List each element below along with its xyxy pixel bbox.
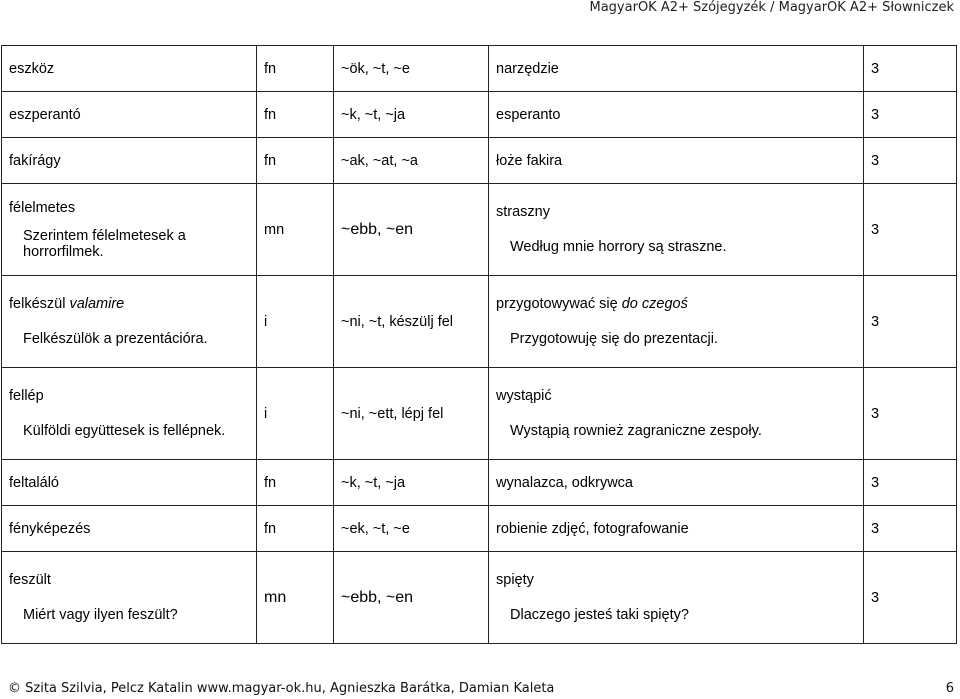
footer-credits: © Szita Szilvia, Pelcz Katalin www.magyar-ok.hu, Agnieszka Barátka, Damian Kaleta [8, 681, 555, 696]
level-cell: 3 [864, 138, 957, 184]
page-header: MagyarOK A2+ Szójegyzék / MagyarOK A2+ Słowniczek [589, 0, 954, 15]
word-cell: eszköz [2, 46, 257, 92]
translation-extra: do czegoś [621, 296, 688, 312]
table-row [2, 46, 957, 92]
forms-cell: ~ak, ~at, ~a [334, 138, 489, 184]
word-cell [2, 184, 257, 276]
pos-cell: mn [257, 552, 334, 644]
example-translation: Dlaczego jesteś taki spięty? [510, 607, 689, 623]
level-cell: 3 [864, 46, 957, 92]
table-row [2, 460, 957, 506]
word-cell [2, 552, 257, 644]
translation-cell [489, 552, 864, 644]
translation-cell: wynalazca, odkrywca [489, 460, 864, 506]
translation-cell: narzędzie [489, 46, 864, 92]
word-cell [2, 368, 257, 460]
level-cell: 3 [864, 368, 957, 460]
example-sentence: Külföldi együttesek is fellépnek. [23, 423, 226, 439]
translation [496, 296, 863, 312]
page-footer [0, 681, 960, 699]
forms-cell: ~k, ~t, ~ja [334, 92, 489, 138]
translation: spięty [496, 572, 534, 588]
translation-cell [489, 276, 864, 368]
translation-cell [489, 184, 864, 276]
table-row [2, 506, 957, 552]
level-cell: 3 [864, 184, 957, 276]
table-row [2, 276, 957, 368]
translation-main: przygotowywać się [496, 296, 618, 312]
translation-cell: robienie zdjęć, fotografowanie [489, 506, 864, 552]
example-translation: Przygotowuję się do prezentacji. [510, 331, 718, 347]
example-sentence: Felkészülök a prezentációra. [23, 331, 208, 347]
level-cell: 3 [864, 506, 957, 552]
forms-cell: ~ebb, ~en [334, 552, 489, 644]
table-row [2, 552, 957, 644]
level-cell: 3 [864, 276, 957, 368]
pos-cell: fn [257, 506, 334, 552]
word-cell: fényképezés [2, 506, 257, 552]
translation: wystąpić [496, 388, 552, 404]
example-translation: Wystąpią rownież zagraniczne zespoły. [510, 423, 762, 439]
word-cell: fakírágy [2, 138, 257, 184]
example-translation: Według mnie horrory są straszne. [510, 239, 727, 255]
translation-cell [489, 368, 864, 460]
headword: fellép [9, 388, 44, 404]
forms-cell: ~ebb, ~en [334, 184, 489, 276]
pos-cell: fn [257, 92, 334, 138]
level-cell: 3 [864, 92, 957, 138]
vocabulary-table [1, 45, 957, 644]
table-row [2, 92, 957, 138]
headword-main: felkészül [9, 296, 66, 312]
headword: félelmetes [9, 199, 76, 216]
table-row [2, 368, 957, 460]
level-cell: 3 [864, 460, 957, 506]
pos-cell: fn [257, 138, 334, 184]
forms-cell: ~ni, ~ett, lépj fel [334, 368, 489, 460]
pos-cell: i [257, 276, 334, 368]
page-number: 6 [945, 681, 954, 696]
example-sentence: Szerintem félelmetesek a horrorfilmek. [23, 227, 186, 260]
pos-cell: fn [257, 46, 334, 92]
example-sentence: Miért vagy ilyen feszült? [23, 607, 178, 623]
level-cell: 3 [864, 552, 957, 644]
translation: straszny [496, 204, 550, 220]
table-row [2, 184, 957, 276]
word-cell [2, 276, 257, 368]
word-cell: eszperantó [2, 92, 257, 138]
pos-cell: mn [257, 184, 334, 276]
forms-cell: ~ek, ~t, ~e [334, 506, 489, 552]
headword-extra: valamire [69, 296, 125, 312]
word-cell: feltaláló [2, 460, 257, 506]
translation-cell: esperanto [489, 92, 864, 138]
pos-cell: fn [257, 460, 334, 506]
forms-cell: ~ni, ~t, készülj fel [334, 276, 489, 368]
forms-cell: ~k, ~t, ~ja [334, 460, 489, 506]
pos-cell: i [257, 368, 334, 460]
forms-cell: ~ök, ~t, ~e [334, 46, 489, 92]
headword: feszült [9, 572, 51, 588]
headword [9, 296, 256, 312]
table-row [2, 138, 957, 184]
translation-cell: łoże fakira [489, 138, 864, 184]
